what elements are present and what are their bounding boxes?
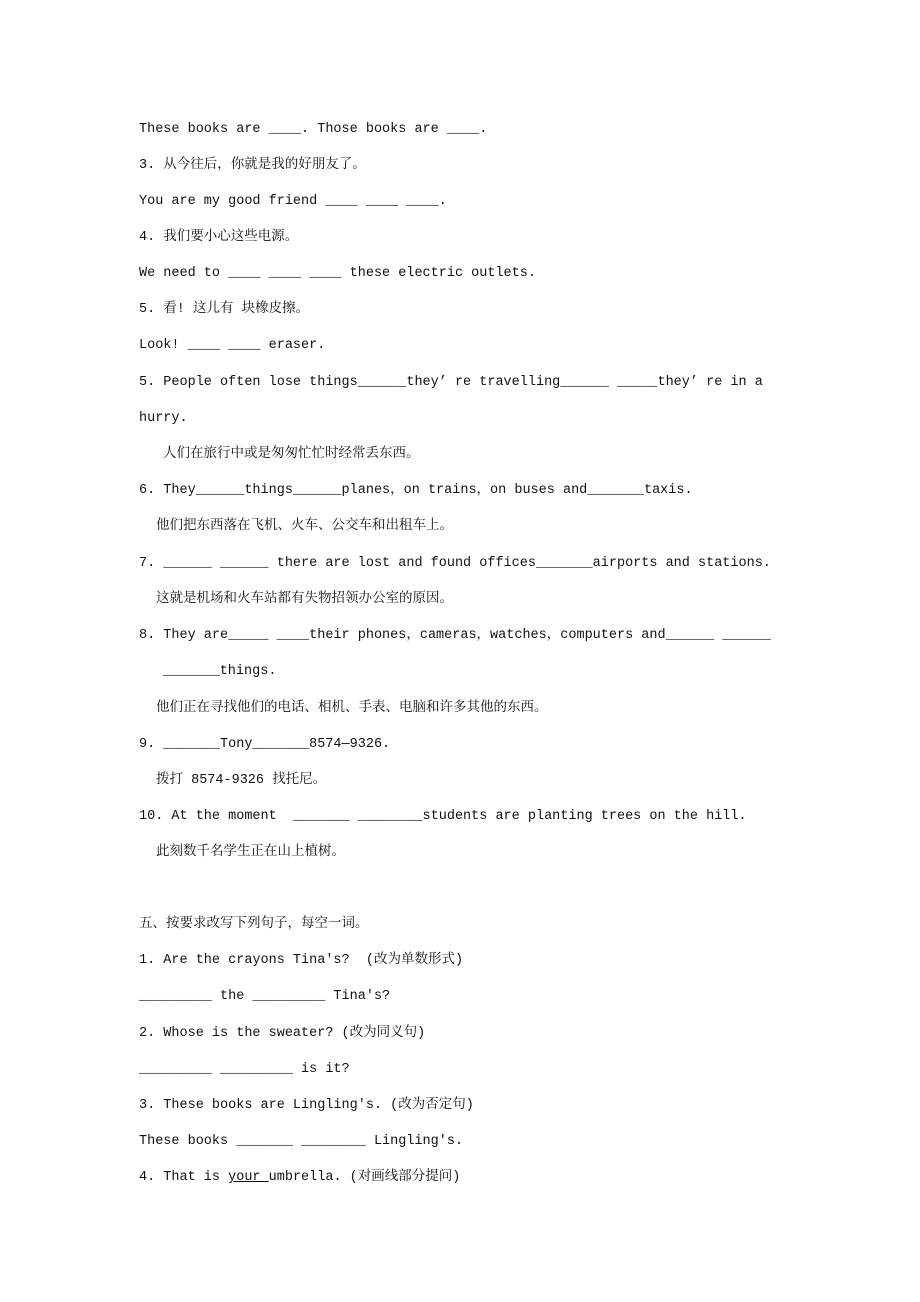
section-heading: 五、按要求改写下列句子，每空一词。	[139, 917, 369, 932]
exercise-line: 这就是机场和火车站都有失物招领办公室的原因。	[156, 592, 453, 607]
exercise-line: 10. At the moment _______ ________students are planting trees on the hill.	[139, 809, 747, 824]
exercise-line: _________ _________ is it?	[139, 1062, 350, 1077]
exercise-line: 拨打 8574-9326 找托尼。	[156, 773, 327, 788]
line-text: 4. That is	[139, 1170, 229, 1185]
exercise-line: These books are ____. Those books are ____.	[139, 122, 488, 137]
exercise-line: Look! ____ ____ eraser.	[139, 338, 326, 353]
line-text: umbrella. (对画线部分提问)	[268, 1170, 461, 1185]
exercise-line: 5. People often lose things______they’ re travelling______ _____they’ re in a	[139, 375, 763, 390]
exercise-line: You are my good friend ____ ____ ____.	[139, 194, 447, 209]
exercise-line: 7. ______ ______ there are lost and found offices_______airports and stations.	[139, 556, 771, 571]
exercise-line: 2. Whose is the sweater? (改为同义句)	[139, 1026, 426, 1041]
exercise-line	[139, 1169, 460, 1187]
exercise-line: 此刻数千名学生正在山上植树。	[156, 845, 345, 860]
exercise-line: 9. _______Tony_______8574—9326.	[139, 737, 391, 752]
exercise-line: 3. These books are Lingling's. (改为否定句)	[139, 1098, 474, 1113]
exercise-line: 8. They are_____ ____their phones，cameras，watches，computers and______ ______	[139, 628, 771, 643]
exercise-line: 1. Are the crayons Tina's? (改为单数形式)	[139, 953, 464, 968]
exercise-line: These books _______ ________ Lingling's.	[139, 1134, 464, 1149]
exercise-line: 5. 看! 这儿有 块橡皮擦。	[139, 302, 310, 317]
exercise-line: 他们正在寻找他们的电话、相机、手表、电脑和许多其他的东西。	[156, 701, 548, 716]
exercise-line: 4. 我们要小心这些电源。	[139, 230, 299, 245]
exercise-line: 人们在旅行中或是匆匆忙忙时经常丢东西。	[163, 447, 420, 462]
exercise-line: 3. 从今往后，你就是我的好朋友了。	[139, 158, 366, 173]
exercise-line: hurry.	[139, 411, 188, 426]
exercise-line: 他们把东西落在飞机、火车、公交车和出租车上。	[156, 519, 453, 534]
exercise-line: 6. They______things______planes，on trains，on buses and_______taxis.	[139, 483, 693, 498]
underlined-word: your	[228, 1170, 269, 1185]
exercise-line: _______things.	[163, 664, 277, 679]
exercise-line: _________ the _________ Tina's?	[139, 989, 391, 1004]
exercise-line: We need to ____ ____ ____ these electric outlets.	[139, 266, 536, 281]
